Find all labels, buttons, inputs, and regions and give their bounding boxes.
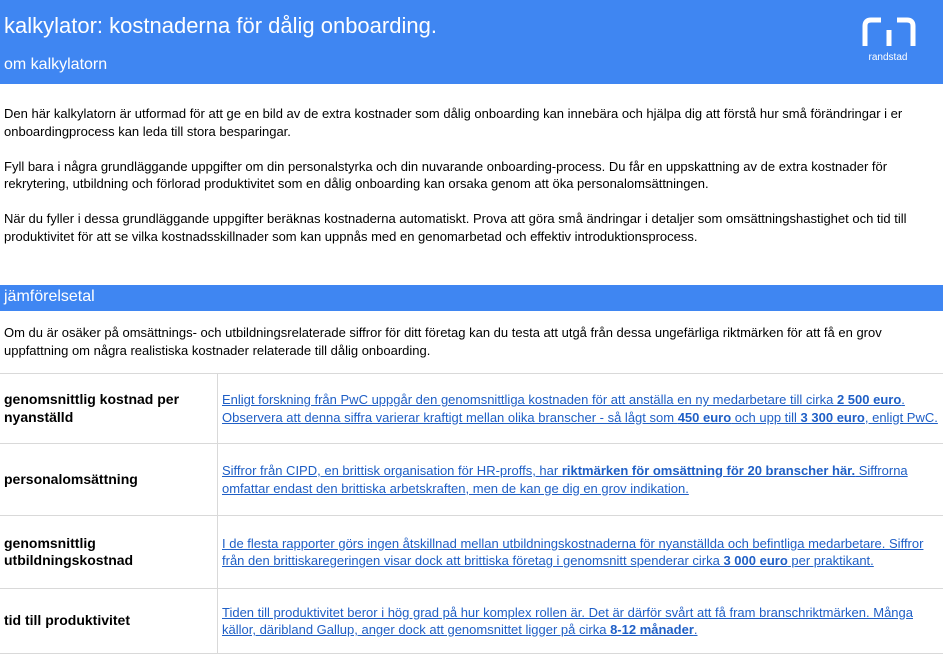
row-label: tid till produktivitet (0, 589, 218, 654)
benchmark-link-pwc[interactable]: Enligt forskning från PwC uppgår den genomsnittliga kostnaden för att anställa en ny medarbetare till cirka 2 500 euro. Observera att denna siffra varierar kraftigt mellan olika branscher - så lågt som 450 euro och upp till 3 300 euro, enligt PwC. (218, 374, 943, 444)
benchmarks-table (0, 373, 943, 654)
intro-text (4, 105, 939, 263)
table-row (0, 374, 943, 444)
table-row (0, 516, 943, 589)
randstad-logo (850, 14, 930, 70)
table-row (0, 589, 943, 654)
section-heading-benchmarks: jämförelsetal (4, 288, 95, 306)
benchmark-link-training[interactable]: I de flesta rapporter görs ingen åtskillnad mellan utbildningskostnaderna för nyanställda och befintliga medarbetare. Siffror från den brittiskaregeringen visar dock att brittiska företag i genomsnitt spenderar cirka 3 000 euro per praktikant. (218, 516, 943, 589)
row-label: personalomsättning (0, 444, 218, 516)
page-title: kalkylator: kostnaderna för dålig onboarding. (4, 13, 437, 39)
intro-paragraph: När du fyller i dessa grundläggande uppgifter beräknas kostnaderna automatiskt. Prova att göra små ändringar i detaljer som omsättningshastighet och tid till produktivitet för att se vilka kostnadsskillnader som kan uppnås med en genomarbetad och effektiv introduktionsprocess. (4, 210, 939, 245)
benchmark-link-cipd[interactable]: Siffror från CIPD, en brittisk organisation för HR-proffs, har riktmärken för omsättning för 20 branscher här. Siffrorna omfattar endast den brittiska arbetskraften, men de kan ge dig en grov indikation. (218, 444, 943, 516)
table-row (0, 444, 943, 516)
row-label: genomsnittlig kostnad per nyanställd (0, 374, 218, 444)
benchmark-link-gallup[interactable]: Tiden till produktivitet beror i hög grad på hur komplex rollen är. Det är därför svårt att få fram branschriktmärken. Många källor, däribland Gallup, anger dock att genomsnittet ligger på cirka 8-12 månader. (218, 589, 943, 654)
benchmarks-intro: Om du är osäker på omsättnings- och utbildningsrelaterade siffror för ditt företag kan du testa att utgå från dessa ungefärliga riktmärken för att få en grov uppfattning om några realistiska kostnader relaterade till dålig onboarding. (4, 324, 939, 359)
benchmarks-header (0, 285, 943, 311)
intro-paragraph: Fyll bara i några grundläggande uppgifter om din personalstyrka och din nuvarande onboarding-process. Du får en uppskattning av de extra kostnader för rekrytering, utbildning och förlorad produktivitet som en dålig onboarding kan orsaka genom att öka personalomsättningen. (4, 158, 939, 193)
row-label: genomsnittlig utbildningskostnad (0, 516, 218, 589)
logo-text: randstad (850, 52, 926, 63)
section-heading-about: om kalkylatorn (4, 56, 107, 74)
page-header (0, 0, 943, 84)
randstad-logo-icon (861, 16, 917, 50)
intro-paragraph: Den här kalkylatorn är utformad för att ge en bild av de extra kostnader som dålig onboarding kan innebära och hjälpa dig att förstå hur små förändringar i er onboardingprocess kan leda till stora besparingar. (4, 105, 939, 140)
